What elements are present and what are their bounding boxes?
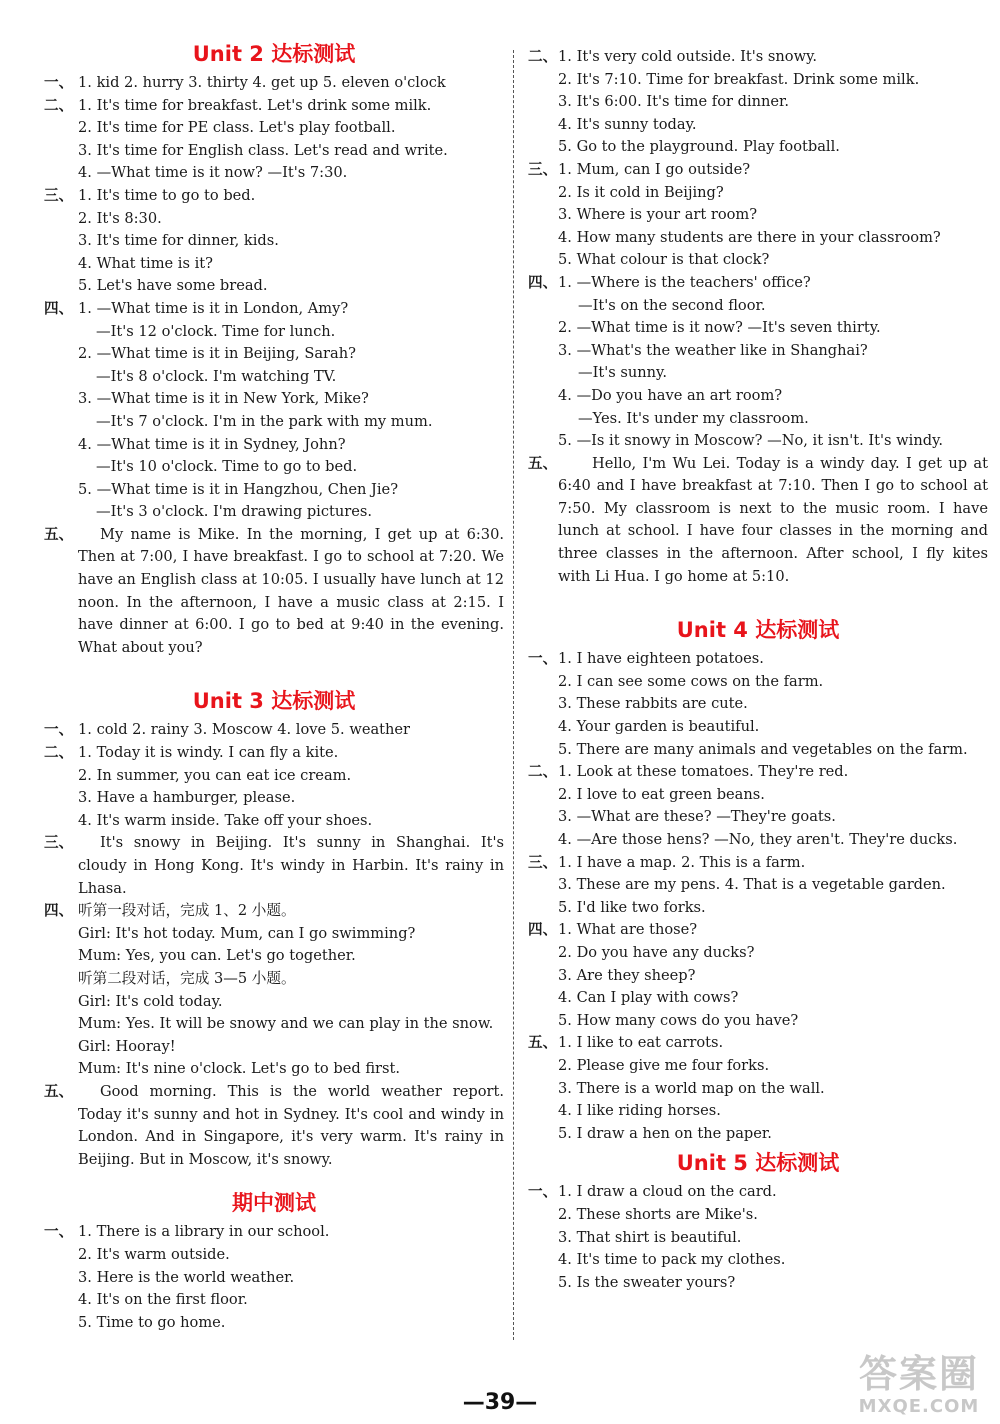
- paragraph-text: It's snowy in Beijing. It's sunny in Shanghai. It's cloudy in Hong Kong. It's windy in Harbin. It's rainy in Lhasa.: [78, 834, 504, 897]
- paragraph-text: My name is Mike. In the morning, I get up at 6:30. Then at 7:00, I have breakfast. I go to school at 7:20. We have an English class at 10:05. I usually have lunch at 12 noon. In the afternoon, I have a music class at 2:15. I have dinner at 6:00. I go to bed at 9:40 in the evening. What about you?: [78, 525, 504, 656]
- answer-line: [44, 1036, 504, 1059]
- answer-text: 3. —What's the weather like in Shanghai?: [558, 341, 868, 359]
- section-title-unit3: Unit 3 达标测试: [192, 689, 356, 714]
- answer-line: [44, 810, 504, 833]
- answer-text: 2. It's 7:10. Time for breakfast. Drink some milk.: [558, 70, 920, 88]
- answer-line: [528, 806, 988, 829]
- answer-text: 2. —What time is it in Beijing, Sarah?: [78, 345, 356, 363]
- answer-text: —It's on the second floor.: [578, 296, 766, 314]
- answer-text: 1. Today it is windy. I can fly a kite.: [78, 744, 339, 762]
- answer-text: Girl: It's hot today. Mum, can I go swimming?: [78, 924, 416, 942]
- answer-line: [44, 388, 504, 411]
- question-label: 二、: [44, 744, 74, 762]
- right-column: [528, 46, 988, 1294]
- answer-text: 3. —What are these? —They're goats.: [558, 808, 836, 826]
- answer-line: [44, 1221, 504, 1244]
- answer-text: 3. There is a world map on the wall.: [558, 1079, 825, 1097]
- answer-text: 3. It's 6:00. It's time for dinner.: [558, 93, 790, 111]
- watermark-sub-text: MXQE.COM: [858, 1396, 980, 1417]
- answer-line: [528, 987, 988, 1010]
- column-divider: [513, 50, 514, 1340]
- answer-text: —It's 7 o'clock. I'm in the park with my mum.: [96, 412, 433, 430]
- question-label: 三、: [44, 834, 74, 852]
- answer-text: 3. Are they sheep?: [558, 966, 696, 984]
- section-title-midterm: 期中测试: [232, 1191, 316, 1216]
- answer-line: [528, 317, 988, 340]
- answer-line: [528, 671, 988, 694]
- question-label: 五、: [528, 1034, 558, 1052]
- answer-line: [528, 46, 988, 69]
- answer-line: [44, 1058, 504, 1081]
- answer-line: [44, 968, 504, 991]
- answer-text: 2. These shorts are Mike's.: [558, 1205, 758, 1223]
- answer-text: 2. Do you have any ducks?: [558, 943, 755, 961]
- watermark-main-text: 答案圈: [858, 1352, 979, 1396]
- question-label: 五、: [44, 525, 74, 543]
- question-label: 三、: [528, 160, 558, 178]
- left-column: [44, 36, 504, 1334]
- answer-text: 2. It's warm outside.: [78, 1245, 230, 1263]
- watermark-logo: [844, 1352, 994, 1422]
- answer-text: 1. It's time to go to bed.: [78, 186, 256, 204]
- answer-text: 3. That shirt is beautiful.: [558, 1228, 742, 1246]
- answer-line: [528, 761, 988, 784]
- answer-text: Mum: Yes. It will be snowy and we can play in the snow.: [78, 1015, 494, 1033]
- answer-line: [44, 185, 504, 208]
- question-label: 二、: [528, 48, 558, 65]
- answer-text: 4. It's sunny today.: [558, 115, 697, 133]
- answer-line: [528, 91, 988, 114]
- answer-text: 2. It's 8:30.: [78, 209, 162, 227]
- answer-text: 5. Let's have some bread.: [78, 277, 268, 295]
- answer-line: [44, 1289, 504, 1312]
- answer-text: 3. Where is your art room?: [558, 206, 758, 224]
- answer-line: [528, 1100, 988, 1123]
- answer-line: [44, 117, 504, 140]
- answer-text: 4. —Are those hens? —No, they aren't. They're ducks.: [558, 831, 958, 848]
- answer-line: [44, 298, 504, 321]
- answer-text: 4. —Do you have an art room?: [558, 386, 783, 404]
- section-title-unit4: Unit 4 达标测试: [676, 618, 840, 643]
- answer-text: Girl: It's cold today.: [78, 992, 223, 1010]
- answer-text: 3. Here is the world weather.: [78, 1268, 295, 1286]
- answer-line: [528, 739, 988, 762]
- answer-line: [44, 230, 504, 253]
- answer-text: 2. Is it cold in Beijing?: [558, 183, 724, 201]
- answer-line: [528, 204, 988, 227]
- answer-line: [44, 787, 504, 810]
- answer-text: 1. It's very cold outside. It's snowy.: [558, 48, 818, 65]
- answer-text: 2. It's time for PE class. Let's play football.: [78, 119, 396, 137]
- answer-text: 1. I draw a cloud on the card.: [558, 1183, 777, 1201]
- answer-text: 4. It's on the first floor.: [78, 1291, 248, 1309]
- answer-line: [528, 430, 988, 453]
- paragraph-text: Hello, I'm Wu Lei. Today is a windy day. I get up at 6:40 and I have breakfast at 7:10. Then I go to school at 7:50. My classroom is next to the music room. I have lunch at school. I have four classes in the morning and three classes in the afternoon. After school, I fly kites with Li Hua. I go home at 5:10.: [558, 454, 988, 585]
- answer-paragraph: [44, 524, 504, 660]
- answer-text: 3. It's time for English class. Let's read and write.: [78, 141, 448, 159]
- answer-text: 2. I love to eat green beans.: [558, 785, 765, 803]
- answer-line: [528, 1204, 988, 1227]
- answer-text: 5. I'd like two forks.: [558, 898, 706, 916]
- answer-line: [44, 343, 504, 366]
- answer-text: —It's 10 o'clock. Time to go to bed.: [96, 458, 358, 476]
- answer-line: [528, 648, 988, 671]
- question-label: 四、: [528, 273, 558, 291]
- answer-line: [44, 95, 504, 118]
- answer-text: Mum: It's nine o'clock. Let's go to bed first.: [78, 1060, 401, 1078]
- answer-text: —It's 8 o'clock. I'm watching TV.: [96, 367, 337, 385]
- answer-text: 1. It's time for breakfast. Let's drink some milk.: [78, 96, 432, 114]
- answer-line: [44, 923, 504, 946]
- paragraph-text: Good morning. This is the world weather report. Today it's sunny and hot in Sydney. It's cool and windy in London. And in Singapore, it's very warm. It's rainy in Beijing. But in Moscow, it's snowy.: [78, 1082, 504, 1168]
- question-label: 四、: [528, 921, 558, 939]
- answer-text: 1. —What time is it in London, Amy?: [78, 299, 349, 317]
- answer-line: [44, 1013, 504, 1036]
- answer-line: [44, 366, 504, 389]
- answer-text: 1. Mum, can I go outside?: [558, 160, 751, 178]
- answer-line: [528, 1227, 988, 1250]
- answer-line: [528, 1249, 988, 1272]
- question-label: 二、: [528, 763, 558, 781]
- question-label: 一、: [528, 650, 558, 668]
- question-label: 一、: [44, 74, 74, 91]
- answer-text: 2. In summer, you can eat ice cream.: [78, 766, 352, 784]
- answer-line: [528, 784, 988, 807]
- answer-text: 1. What are those?: [558, 921, 698, 939]
- answer-line: [528, 716, 988, 739]
- page-number: —39—: [462, 1390, 538, 1415]
- answer-text: 5. How many cows do you have?: [558, 1011, 799, 1029]
- section-title-unit5: Unit 5 达标测试: [676, 1151, 840, 1176]
- answer-text: 1. I have a map. 2. This is a farm.: [558, 853, 806, 871]
- answer-line: [528, 136, 988, 159]
- answer-line: [528, 874, 988, 897]
- answer-text: 1. —Where is the teachers' office?: [558, 273, 811, 291]
- answer-line: [44, 765, 504, 788]
- answer-text: 4. It's time to pack my clothes.: [558, 1251, 786, 1269]
- answer-text: 5. Time to go home.: [78, 1313, 226, 1331]
- answer-text: 5. What colour is that clock?: [558, 251, 770, 269]
- answer-line: [44, 991, 504, 1014]
- answer-line: [44, 1244, 504, 1267]
- answer-text: 2. I can see some cows on the farm.: [558, 672, 824, 690]
- answer-text: 5. There are many animals and vegetables on the farm.: [558, 740, 968, 758]
- question-label: 四、: [44, 902, 74, 920]
- answer-line: [44, 72, 504, 95]
- answer-line: [528, 340, 988, 363]
- answer-line: [44, 742, 504, 765]
- answer-line: [44, 411, 504, 434]
- answer-line: [44, 501, 504, 524]
- answer-paragraph: [44, 832, 504, 900]
- question-label: 五、: [44, 1082, 74, 1100]
- answer-text: 4. It's warm inside. Take off your shoes.: [78, 811, 373, 829]
- answer-text: 3. It's time for dinner, kids.: [78, 232, 279, 250]
- answer-line: [44, 456, 504, 479]
- question-label: 三、: [44, 186, 74, 204]
- answer-text: 1. cold 2. rainy 3. Moscow 4. love 5. weather: [78, 721, 411, 739]
- answer-line: [528, 114, 988, 137]
- answer-text: 4. —What time is it now? —It's 7:30.: [78, 164, 348, 182]
- answer-text: Girl: Hooray!: [78, 1037, 176, 1055]
- answer-text: 4. Your garden is beautiful.: [558, 718, 760, 736]
- answer-line: [528, 159, 988, 182]
- answer-text: Mum: Yes, you can. Let's go together.: [78, 947, 356, 965]
- answer-text: 听第一段对话，完成 1、2 小题。: [78, 902, 296, 920]
- answer-line: [528, 942, 988, 965]
- answer-line: [44, 900, 504, 923]
- answer-text: 听第二段对话，完成 3—5 小题。: [78, 969, 296, 987]
- question-label: 四、: [44, 299, 74, 317]
- section-title-unit2: Unit 2 达标测试: [192, 42, 356, 66]
- answer-text: 5. I draw a hen on the paper.: [558, 1124, 772, 1142]
- answer-text: —It's sunny.: [578, 364, 667, 382]
- question-label: 一、: [528, 1183, 558, 1201]
- answer-line: [528, 69, 988, 92]
- answer-line: [528, 385, 988, 408]
- answer-line: [528, 1123, 988, 1146]
- question-label: 一、: [44, 721, 74, 739]
- answer-text: —Yes. It's under my classroom.: [578, 409, 809, 427]
- answer-line: [528, 227, 988, 250]
- answer-text: 3. Have a hamburger, please.: [78, 789, 296, 807]
- answer-line: [528, 1010, 988, 1033]
- answer-paragraph: [528, 453, 988, 589]
- answer-line: [528, 1181, 988, 1204]
- question-label: 五、: [528, 454, 558, 472]
- answer-text: 1. I have eighteen potatoes.: [558, 650, 764, 668]
- answer-text: —It's 12 o'clock. Time for lunch.: [96, 322, 336, 340]
- answer-line: [528, 965, 988, 988]
- answer-line: [44, 1312, 504, 1335]
- answer-text: 5. —What time is it in Hangzhou, Chen Jie?: [78, 480, 399, 498]
- answer-line: [528, 182, 988, 205]
- answer-line: [528, 408, 988, 431]
- answer-line: [528, 362, 988, 385]
- answer-text: 5. Go to the playground. Play football.: [558, 138, 840, 156]
- answer-text: 5. —Is it snowy in Moscow? —No, it isn't. It's windy.: [558, 432, 944, 450]
- answer-line: [528, 1032, 988, 1055]
- question-label: 三、: [528, 853, 558, 871]
- answer-line: [528, 852, 988, 875]
- answer-text: 4. What time is it?: [78, 254, 213, 272]
- answer-line: [44, 162, 504, 185]
- answer-line: [44, 945, 504, 968]
- answer-text: 2. Please give me four forks.: [558, 1056, 770, 1074]
- answer-line: [528, 249, 988, 272]
- answer-text: 4. Can I play with cows?: [558, 989, 739, 1007]
- answer-text: 4. —What time is it in Sydney, John?: [78, 435, 346, 453]
- answer-text: 3. These rabbits are cute.: [558, 695, 748, 713]
- answer-line: [528, 272, 988, 295]
- answer-line: [44, 253, 504, 276]
- answer-text: 4. How many students are there in your classroom?: [558, 228, 941, 246]
- answer-line: [528, 1055, 988, 1078]
- answer-line: [44, 140, 504, 163]
- answer-line: [528, 919, 988, 942]
- answer-line: [528, 1272, 988, 1295]
- answer-text: 1. There is a library in our school.: [78, 1223, 330, 1241]
- answer-line: [528, 1078, 988, 1101]
- question-label: 二、: [44, 96, 74, 114]
- answer-text: —It's 3 o'clock. I'm drawing pictures.: [96, 503, 373, 521]
- answer-line: [44, 434, 504, 457]
- answer-line: [44, 208, 504, 231]
- answer-line: [44, 479, 504, 502]
- answer-text: 3. These are my pens. 4. That is a vegetable garden.: [558, 876, 946, 894]
- answer-text: 4. I like riding horses.: [558, 1102, 721, 1120]
- answer-text: 3. —What time is it in New York, Mike?: [78, 390, 369, 408]
- answer-line: [528, 897, 988, 920]
- answer-line: [528, 829, 988, 852]
- answer-text: 1. kid 2. hurry 3. thirty 4. get up 5. eleven o'clock: [78, 74, 446, 91]
- answer-line: [528, 693, 988, 716]
- answer-line: [528, 295, 988, 318]
- answer-line: [44, 1267, 504, 1290]
- answer-line: [44, 275, 504, 298]
- answer-text: 1. Look at these tomatoes. They're red.: [558, 763, 849, 781]
- answer-line: [44, 321, 504, 344]
- question-label: 一、: [44, 1223, 74, 1241]
- answer-line: [44, 719, 504, 742]
- answer-text: 1. I like to eat carrots.: [558, 1034, 724, 1052]
- answer-text: 2. —What time is it now? —It's seven thirty.: [558, 319, 881, 337]
- answer-text: 5. Is the sweater yours?: [558, 1273, 736, 1291]
- answer-paragraph: [44, 1081, 504, 1171]
